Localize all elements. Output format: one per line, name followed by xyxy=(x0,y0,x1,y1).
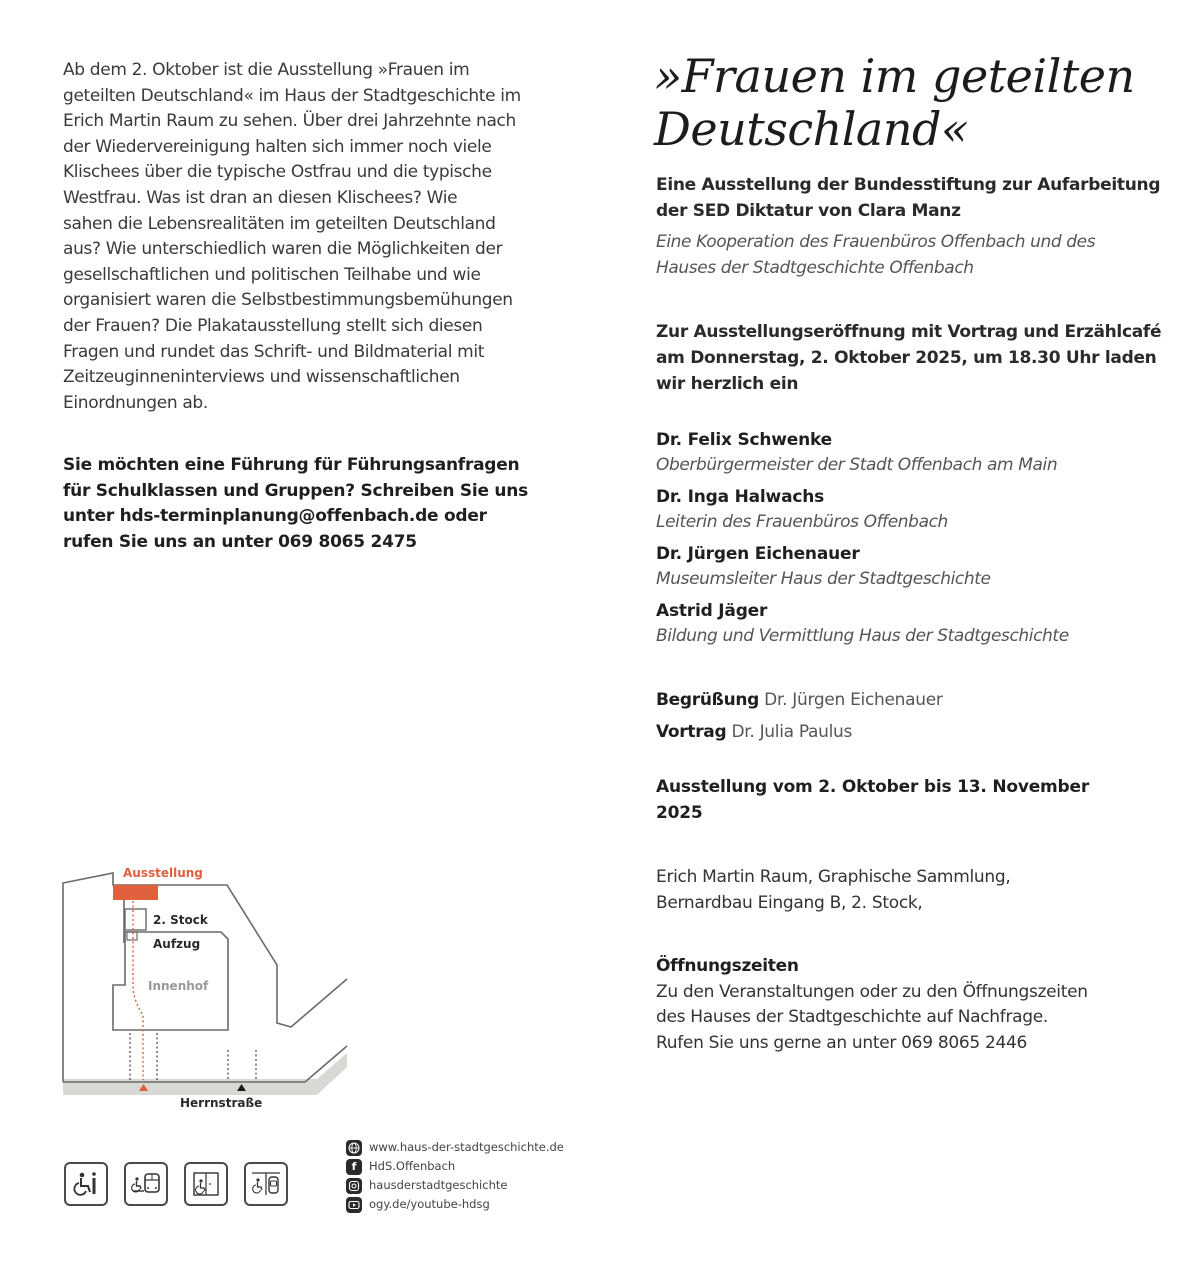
cooperation-line: Eine Kooperation des Frauenbüros Offenbach und des xyxy=(656,232,1096,252)
speaker-name: Astrid Jäger xyxy=(656,601,768,621)
speaker-item xyxy=(656,485,1176,535)
youtube-icon xyxy=(346,1197,362,1213)
elevator-box xyxy=(127,932,137,940)
speaker-role: Leiterin des Frauenbüros Offenbach xyxy=(656,512,948,532)
exhibition-label: Ausstellung xyxy=(123,866,203,880)
intro-line: Ab dem 2. Oktober ist die Ausstellung »Frauen im xyxy=(63,60,470,80)
instagram-icon xyxy=(346,1178,362,1194)
facebook-text[interactable]: HdS.Offenbach xyxy=(369,1159,456,1173)
program-value: Dr. Jürgen Eichenauer xyxy=(764,690,943,710)
speaker-item xyxy=(656,542,1176,592)
opening-hours-phone[interactable]: Rufen Sie uns gerne an unter 069 8065 2446 xyxy=(656,1032,1028,1053)
instagram-link[interactable] xyxy=(346,1176,564,1195)
tour-contact-paragraph xyxy=(63,453,563,555)
program-value: Dr. Julia Paulus xyxy=(731,722,853,742)
wheelchair-parking-icon xyxy=(244,1162,288,1206)
intro-line: aus? Wie unterschiedlich waren die Möglichkeiten der xyxy=(63,239,503,260)
opening-hours-heading: Öffnungszeiten xyxy=(656,956,799,976)
building-outline xyxy=(63,873,347,1082)
intro-paragraph xyxy=(63,58,563,416)
website-link[interactable] xyxy=(346,1138,564,1157)
exhibition-block xyxy=(113,885,158,900)
intro-line: geteilten Deutschland« im Haus der Stadtgeschichte im xyxy=(63,85,521,106)
floor-label: 2. Stock xyxy=(153,913,208,927)
opening-hours xyxy=(656,954,1176,1056)
program-label: Vortrag xyxy=(656,722,727,742)
location-line: Erich Martin Raum, Graphische Sammlung, xyxy=(656,867,1011,887)
intro-line: der Wiedervereinigung halten sich immer noch viele xyxy=(63,136,492,157)
invitation-line: Zur Ausstellungseröffnung mit Vortrag und Erzählcafé xyxy=(656,322,1162,342)
youtube-text[interactable]: ogy.de/youtube-hdsg xyxy=(369,1197,490,1211)
cooperation-line: Hauses der Stadtgeschichte Offenbach xyxy=(656,258,974,278)
globe-icon xyxy=(346,1140,362,1156)
opening-hours-line: des Hauses der Stadtgeschichte auf Nachfrage. xyxy=(656,1007,1049,1027)
speaker-role: Museumsleiter Haus der Stadtgeschichte xyxy=(656,569,991,589)
program xyxy=(656,684,1176,748)
period-line: 2025 xyxy=(656,803,703,823)
accessibility-icons xyxy=(64,1162,288,1206)
invitation xyxy=(656,319,1176,397)
exhibition-period xyxy=(656,774,1176,826)
wheelchair-info-icon xyxy=(64,1162,108,1206)
location-map xyxy=(55,855,355,1120)
intro-line: Einordnungen ab. xyxy=(63,392,208,413)
speaker-role: Oberbürgermeister der Stadt Offenbach am Main xyxy=(656,455,1058,475)
website-text[interactable]: www.haus-der-stadtgeschichte.de xyxy=(369,1140,564,1154)
contact-line: Sie möchten eine Führung für Führungsanfragen xyxy=(63,455,520,475)
facebook-icon: f xyxy=(346,1159,362,1175)
intro-line: der Frauen? Die Plakatausstellung stellt sich diesen xyxy=(63,315,483,336)
opening-hours-line: Zu den Veranstaltungen oder zu den Öffnungszeiten xyxy=(656,981,1088,1002)
map-drawing xyxy=(55,855,355,1120)
invitation-line: am Donnerstag, 2. Oktober 2025, um 18.30 Uhr laden xyxy=(656,348,1157,368)
speaker-name: Dr. Inga Halwachs xyxy=(656,487,825,507)
page-title xyxy=(654,50,1174,156)
subtitle-line: Eine Ausstellung der Bundesstiftung zur Aufarbeitung xyxy=(656,175,1161,195)
cooperation-note xyxy=(656,229,1176,281)
instagram-text[interactable]: hausderstadtgeschichte xyxy=(369,1178,508,1192)
subtitle-line: der SED Diktatur von Clara Manz xyxy=(656,201,961,221)
contact-email-line[interactable]: unter hds-terminplanung@offenbach.de oder xyxy=(63,506,487,527)
title-line: Deutschland« xyxy=(654,102,969,156)
speaker-name: Dr. Jürgen Eichenauer xyxy=(656,544,860,564)
wheelchair-door-icon xyxy=(184,1162,228,1206)
speaker-role: Bildung und Vermittlung Haus der Stadtgeschichte xyxy=(656,626,1069,646)
period-line: Ausstellung vom 2. Oktober bis 13. November xyxy=(656,777,1090,797)
location-line: Bernardbau Eingang B, 2. Stock, xyxy=(656,893,923,913)
speakers-list xyxy=(656,428,1176,656)
facebook-link[interactable] xyxy=(346,1157,564,1176)
street-band xyxy=(63,1053,347,1095)
street-label: Herrnstraße xyxy=(180,1096,263,1110)
intro-line: Erich Martin Raum zu sehen. Über drei Jahrzehnte nach xyxy=(63,111,516,132)
wheelchair-bus-icon xyxy=(124,1162,168,1206)
program-item xyxy=(656,684,1176,716)
program-item xyxy=(656,716,1176,748)
program-label: Begrüßung xyxy=(656,690,760,710)
elevator-label: Aufzug xyxy=(153,937,201,951)
speaker-item xyxy=(656,599,1176,649)
subtitle xyxy=(656,172,1176,224)
intro-line: sahen die Lebensrealitäten im geteilten Deutschland xyxy=(63,213,496,234)
intro-line: Zeitzeuginneninterviews und wissenschaftlichen xyxy=(63,367,460,388)
intro-line: gesellschaftlichen und politischen Teilhabe und wie xyxy=(63,264,481,285)
location xyxy=(656,864,1176,916)
youtube-link[interactable] xyxy=(346,1195,564,1214)
speaker-item xyxy=(656,428,1176,478)
social-links xyxy=(346,1138,564,1214)
speaker-name: Dr. Felix Schwenke xyxy=(656,430,832,450)
title-line: »Frauen im geteilten xyxy=(654,49,1135,103)
intro-line: Westfrau. Was ist dran an diesen Klischees? Wie xyxy=(63,187,458,208)
courtyard-label: Innenhof xyxy=(148,979,209,993)
intro-line: Klischees über die typische Ostfrau und die typische xyxy=(63,162,492,183)
intro-line: organisiert waren die Selbstbestimmungsbemühungen xyxy=(63,290,513,311)
contact-phone-line[interactable]: rufen Sie uns an unter 069 8065 2475 xyxy=(63,531,417,552)
stair-box xyxy=(125,909,146,930)
invitation-line: wir herzlich ein xyxy=(656,374,799,394)
intro-line: Fragen und rundet das Schrift- und Bildmaterial mit xyxy=(63,341,485,362)
contact-line: für Schulklassen und Gruppen? Schreiben Sie uns xyxy=(63,480,529,501)
